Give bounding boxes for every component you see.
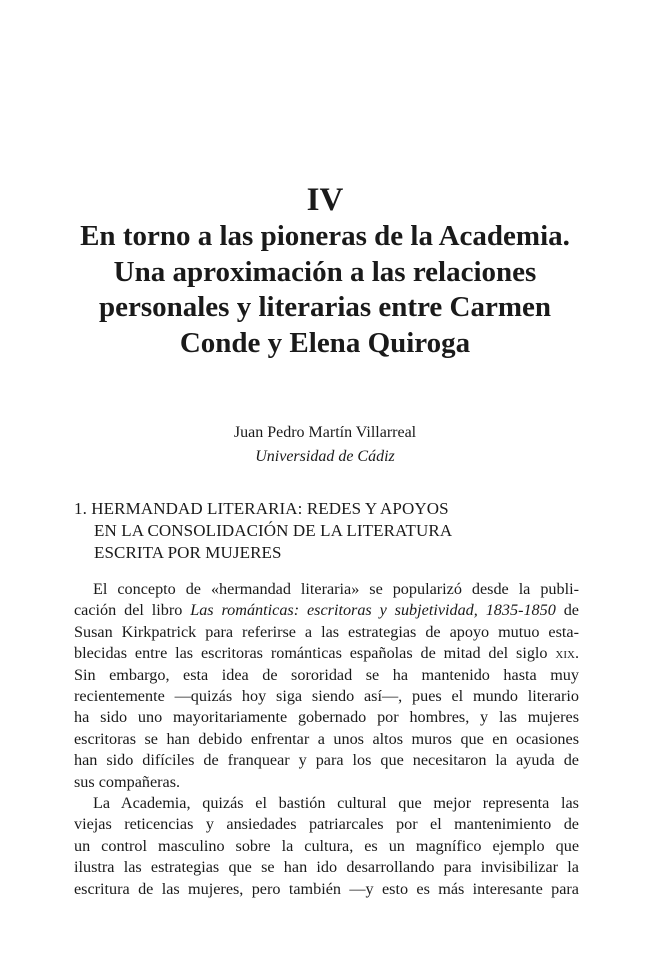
chapter-title bbox=[60, 219, 590, 361]
author-name: Juan Pedro Martín Villarreal bbox=[233, 424, 417, 441]
text-line: ha sido uno mayoritariamente gobernado por hombres, y las mujeres bbox=[74, 708, 579, 727]
text-line bbox=[74, 643, 579, 664]
text-line: Susan Kirkpatrick para referirse a las estrategias de apoyo mutuo esta- bbox=[74, 622, 579, 641]
text-line: ilustra las estrategias que se han ido desarrollando para invisibilizar la bbox=[74, 858, 579, 877]
text-line: El concepto de «hermandad literaria» se popularizó desde la publi- bbox=[93, 580, 579, 598]
text-line: sus compañeras. bbox=[74, 772, 181, 791]
text-run: . bbox=[574, 644, 579, 663]
chapter-title-line: Conde y Elena Quiroga bbox=[179, 326, 471, 359]
author-affiliation: Universidad de Cádiz bbox=[255, 448, 395, 465]
paragraph bbox=[74, 793, 579, 900]
text-run: de bbox=[555, 601, 579, 620]
text-line: escritura de las mujeres, pero también —y esto es más interesante para bbox=[74, 879, 579, 898]
text-line: viejas reticencias y ansiedades patriarcales por el mantenimiento de bbox=[74, 815, 579, 834]
paragraph bbox=[74, 579, 579, 793]
section-heading bbox=[74, 498, 584, 564]
text-line: escritoras se han debido enfrentar a unos altos muros que en ocasiones bbox=[74, 729, 579, 748]
text-line: Sin embargo, esta idea de sororidad se ha mantenido hasta muy bbox=[74, 665, 579, 684]
chapter-title-line: En torno a las pioneras de la Academia. bbox=[80, 220, 570, 252]
text-line: recientemente —quizás hoy siga siendo así—, pues el mundo literario bbox=[74, 687, 579, 706]
text-line bbox=[74, 600, 579, 621]
chapter-title-line: personales y literarias entre Carmen bbox=[98, 291, 552, 323]
section-heading-line: ESCRITA POR MUJERES bbox=[94, 543, 282, 562]
chapter-title-line: Una aproximación a las relaciones bbox=[113, 255, 537, 288]
section-heading-line: 1. HERMANDAD LITERARIA: REDES Y APOYOS bbox=[74, 499, 449, 518]
text-line: han sido difíciles de franquear y para los que necesitaron la ayuda de bbox=[74, 751, 579, 770]
book-title: Las románticas: escritoras y subjetividad, 1835-1850 bbox=[190, 601, 556, 620]
chapter-number: IV bbox=[306, 182, 344, 218]
century-numeral: xix bbox=[555, 644, 575, 663]
text-line: un control masculino sobre la cultura, es un magnífico ejemplo que bbox=[74, 836, 579, 855]
body-text bbox=[74, 579, 579, 900]
text-line: La Academia, quizás el bastión cultural que mejor representa las bbox=[93, 794, 579, 813]
text-run: blecidas entre las escritoras románticas españolas de mitad del siglo bbox=[74, 644, 556, 663]
text-run: cación del libro bbox=[74, 601, 191, 620]
section-heading-line: EN LA CONSOLIDACIÓN DE LA LITERATURA bbox=[94, 521, 453, 540]
